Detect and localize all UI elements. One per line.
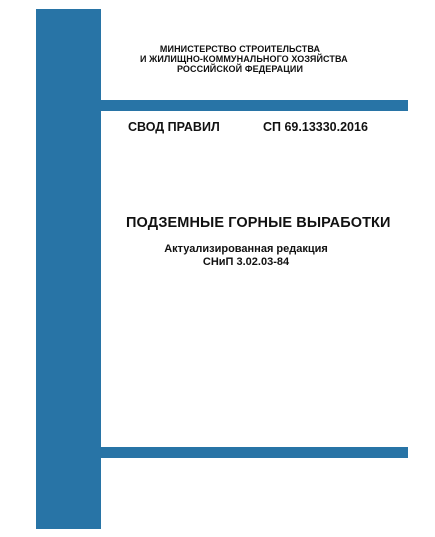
edition-line-1: Актуализированная редакция xyxy=(164,243,328,255)
ministry-line-3: РОССИЙСКОЙ ФЕДЕРАЦИИ xyxy=(176,64,304,74)
edition-info xyxy=(160,243,332,269)
ministry-line-1: МИНИСТЕРСТВО СТРОИТЕЛЬСТВА xyxy=(159,44,321,54)
document-title: ПОДЗЕМНЫЕ ГОРНЫЕ ВЫРАБОТКИ xyxy=(126,215,391,231)
ministry-name xyxy=(140,44,348,74)
cover-bottom-bar xyxy=(36,447,408,458)
edition-line-2: СНиП 3.02.03-84 xyxy=(202,256,290,268)
ministry-line-2: И ЖИЛИЩНО-КОММУНАЛЬНОГО ХОЗЯЙСТВА xyxy=(140,54,348,64)
document-code: СП 69.13330.2016 xyxy=(263,120,368,134)
series-label: СВОД ПРАВИЛ xyxy=(128,120,220,134)
cover-top-bar xyxy=(36,100,408,111)
